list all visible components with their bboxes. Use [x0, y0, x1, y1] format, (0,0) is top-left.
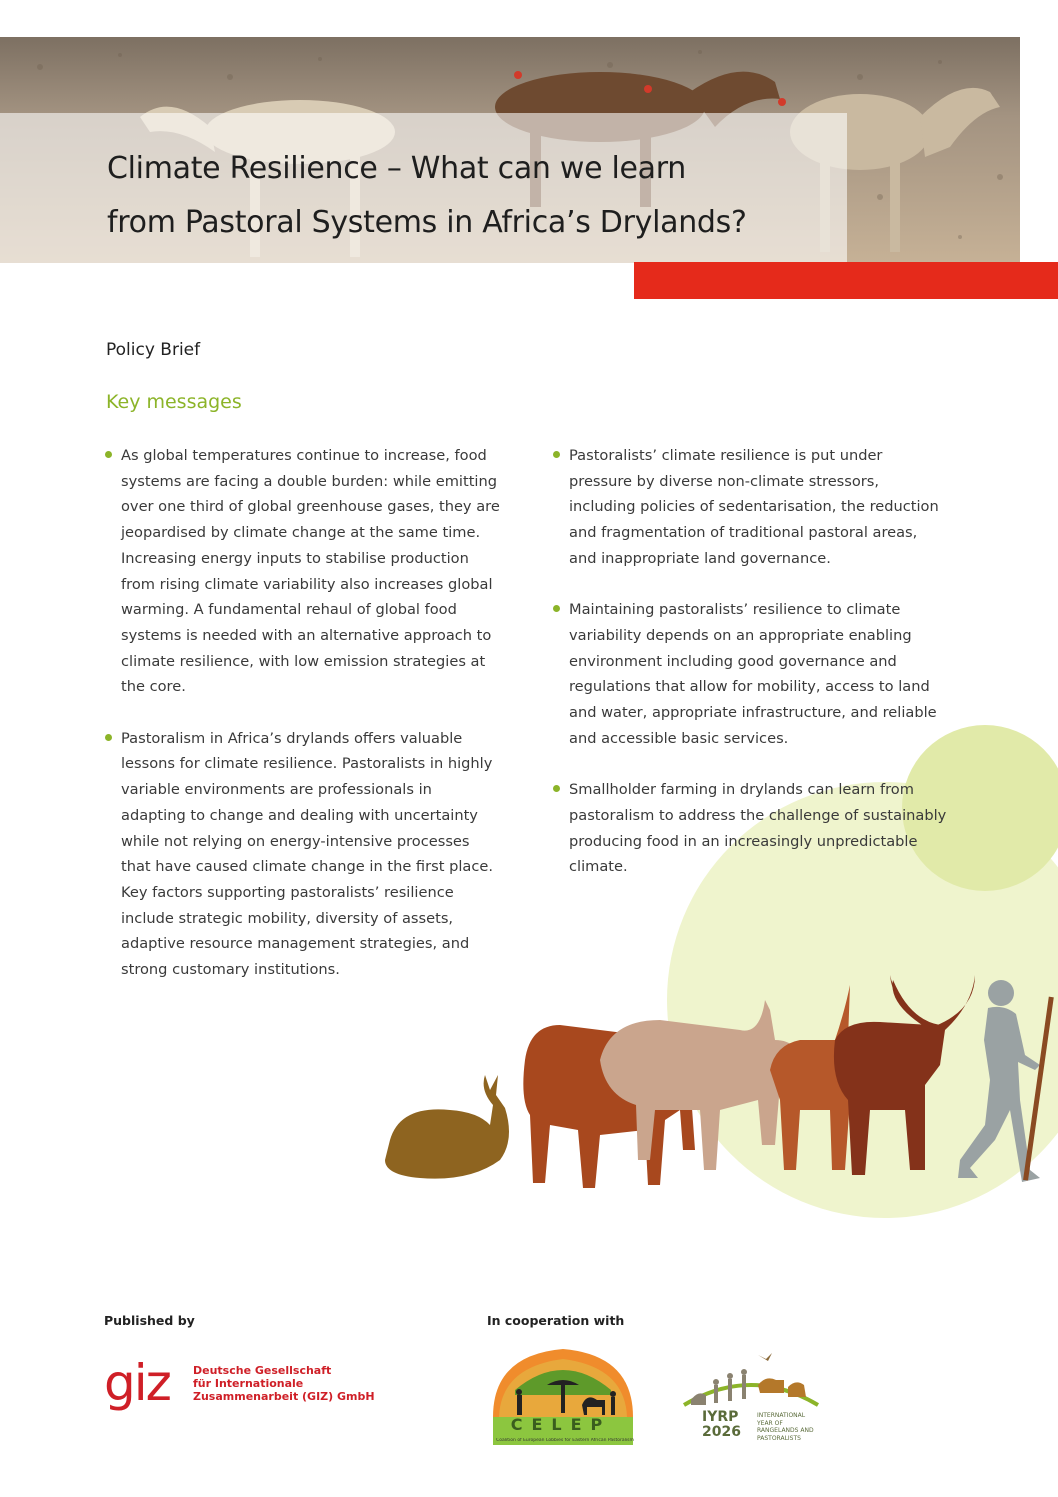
iyrp-text-line: YEAR OF — [757, 1419, 783, 1427]
herder-staff — [1023, 997, 1054, 1181]
key-message-text: Pastoralists’ climate resilience is put under pressure by diverse non-climate stressors, including policies of sedentarisation, the reduction and fragmentation of traditional pastoral areas, and inappropriate land governance. — [569, 447, 939, 567]
key-message-text: As global temperatures continue to increase, food systems are facing a double burden: while emitting over one third of global greenhouse gases, they are jeopardised by climate change at the same time. Increasing energy inputs to stabilise production from rising climate variability also increases global warming. A fundamental rehaul of global food systems is needed with an alternative approach to climate resilience, with low emission strategies at the core. — [121, 447, 500, 696]
title-line-1: Climate Resilience – What can we learn — [107, 151, 686, 186]
iyrp-text-line: INTERNATIONAL — [757, 1412, 806, 1419]
document-type: Policy Brief — [106, 340, 201, 360]
celep-subtitle: Coalition of European Lobbies for Eastern African Pastoralism — [496, 1438, 634, 1443]
giz-name-line: Zusammenarbeit (GIZ) GmbH — [193, 1390, 375, 1403]
key-message-text: Maintaining pastoralists’ resilience to climate variability depends on an appropriate enabling environment including good governance and regulations that allow for mobility, access to land and water, appropriate infrastructure, and reliable and accessible basic services. — [569, 601, 937, 747]
iyrp-text-line: PASTORALISTS — [757, 1434, 801, 1442]
iyrp-code — [702, 1410, 762, 1440]
iyrp-code-line: IYRP — [702, 1409, 739, 1425]
iyrp-full-name — [757, 1412, 837, 1442]
lying-cow-icon — [385, 1075, 509, 1179]
key-message-text: Pastoralism in Africa’s drylands offers valuable lessons for climate resilience. Pastoralists in highly variable environments are professionals in adapting to change and dealing with uncertainty while not relying on energy-intensive processes that have caused climate change in the first place. Key factors supporting pastoralists’ resilience include strategic mobility, diversity of assets, adaptive resource management strategies, and strong customary institutions. — [121, 729, 493, 979]
section-heading: Key messages — [106, 391, 242, 413]
key-message-text: Smallholder farming in drylands can learn from pastoralism to address the challenge of sustainably producing food in an increasingly unpredictable climate. — [569, 781, 947, 876]
cooperation-label: In cooperation with — [487, 1313, 625, 1328]
celep-wordmark: CELEP — [510, 1415, 612, 1434]
published-by-label: Published by — [104, 1313, 195, 1328]
iyrp-text-line: RANGELANDS AND — [757, 1427, 814, 1434]
title-line-2: from Pastoral Systems in Africa’s Drylands? — [107, 205, 747, 240]
beige-cow-icon — [600, 1000, 805, 1170]
giz-organisation-name — [193, 1364, 393, 1403]
iyrp-code-line: 2026 — [702, 1424, 741, 1440]
ankole-cow-icon — [834, 975, 975, 1175]
giz-logo: giz — [104, 1354, 170, 1412]
giz-name-line: für Internationale — [193, 1377, 304, 1390]
giz-name-line: Deutsche Gesellschaft — [193, 1364, 332, 1377]
